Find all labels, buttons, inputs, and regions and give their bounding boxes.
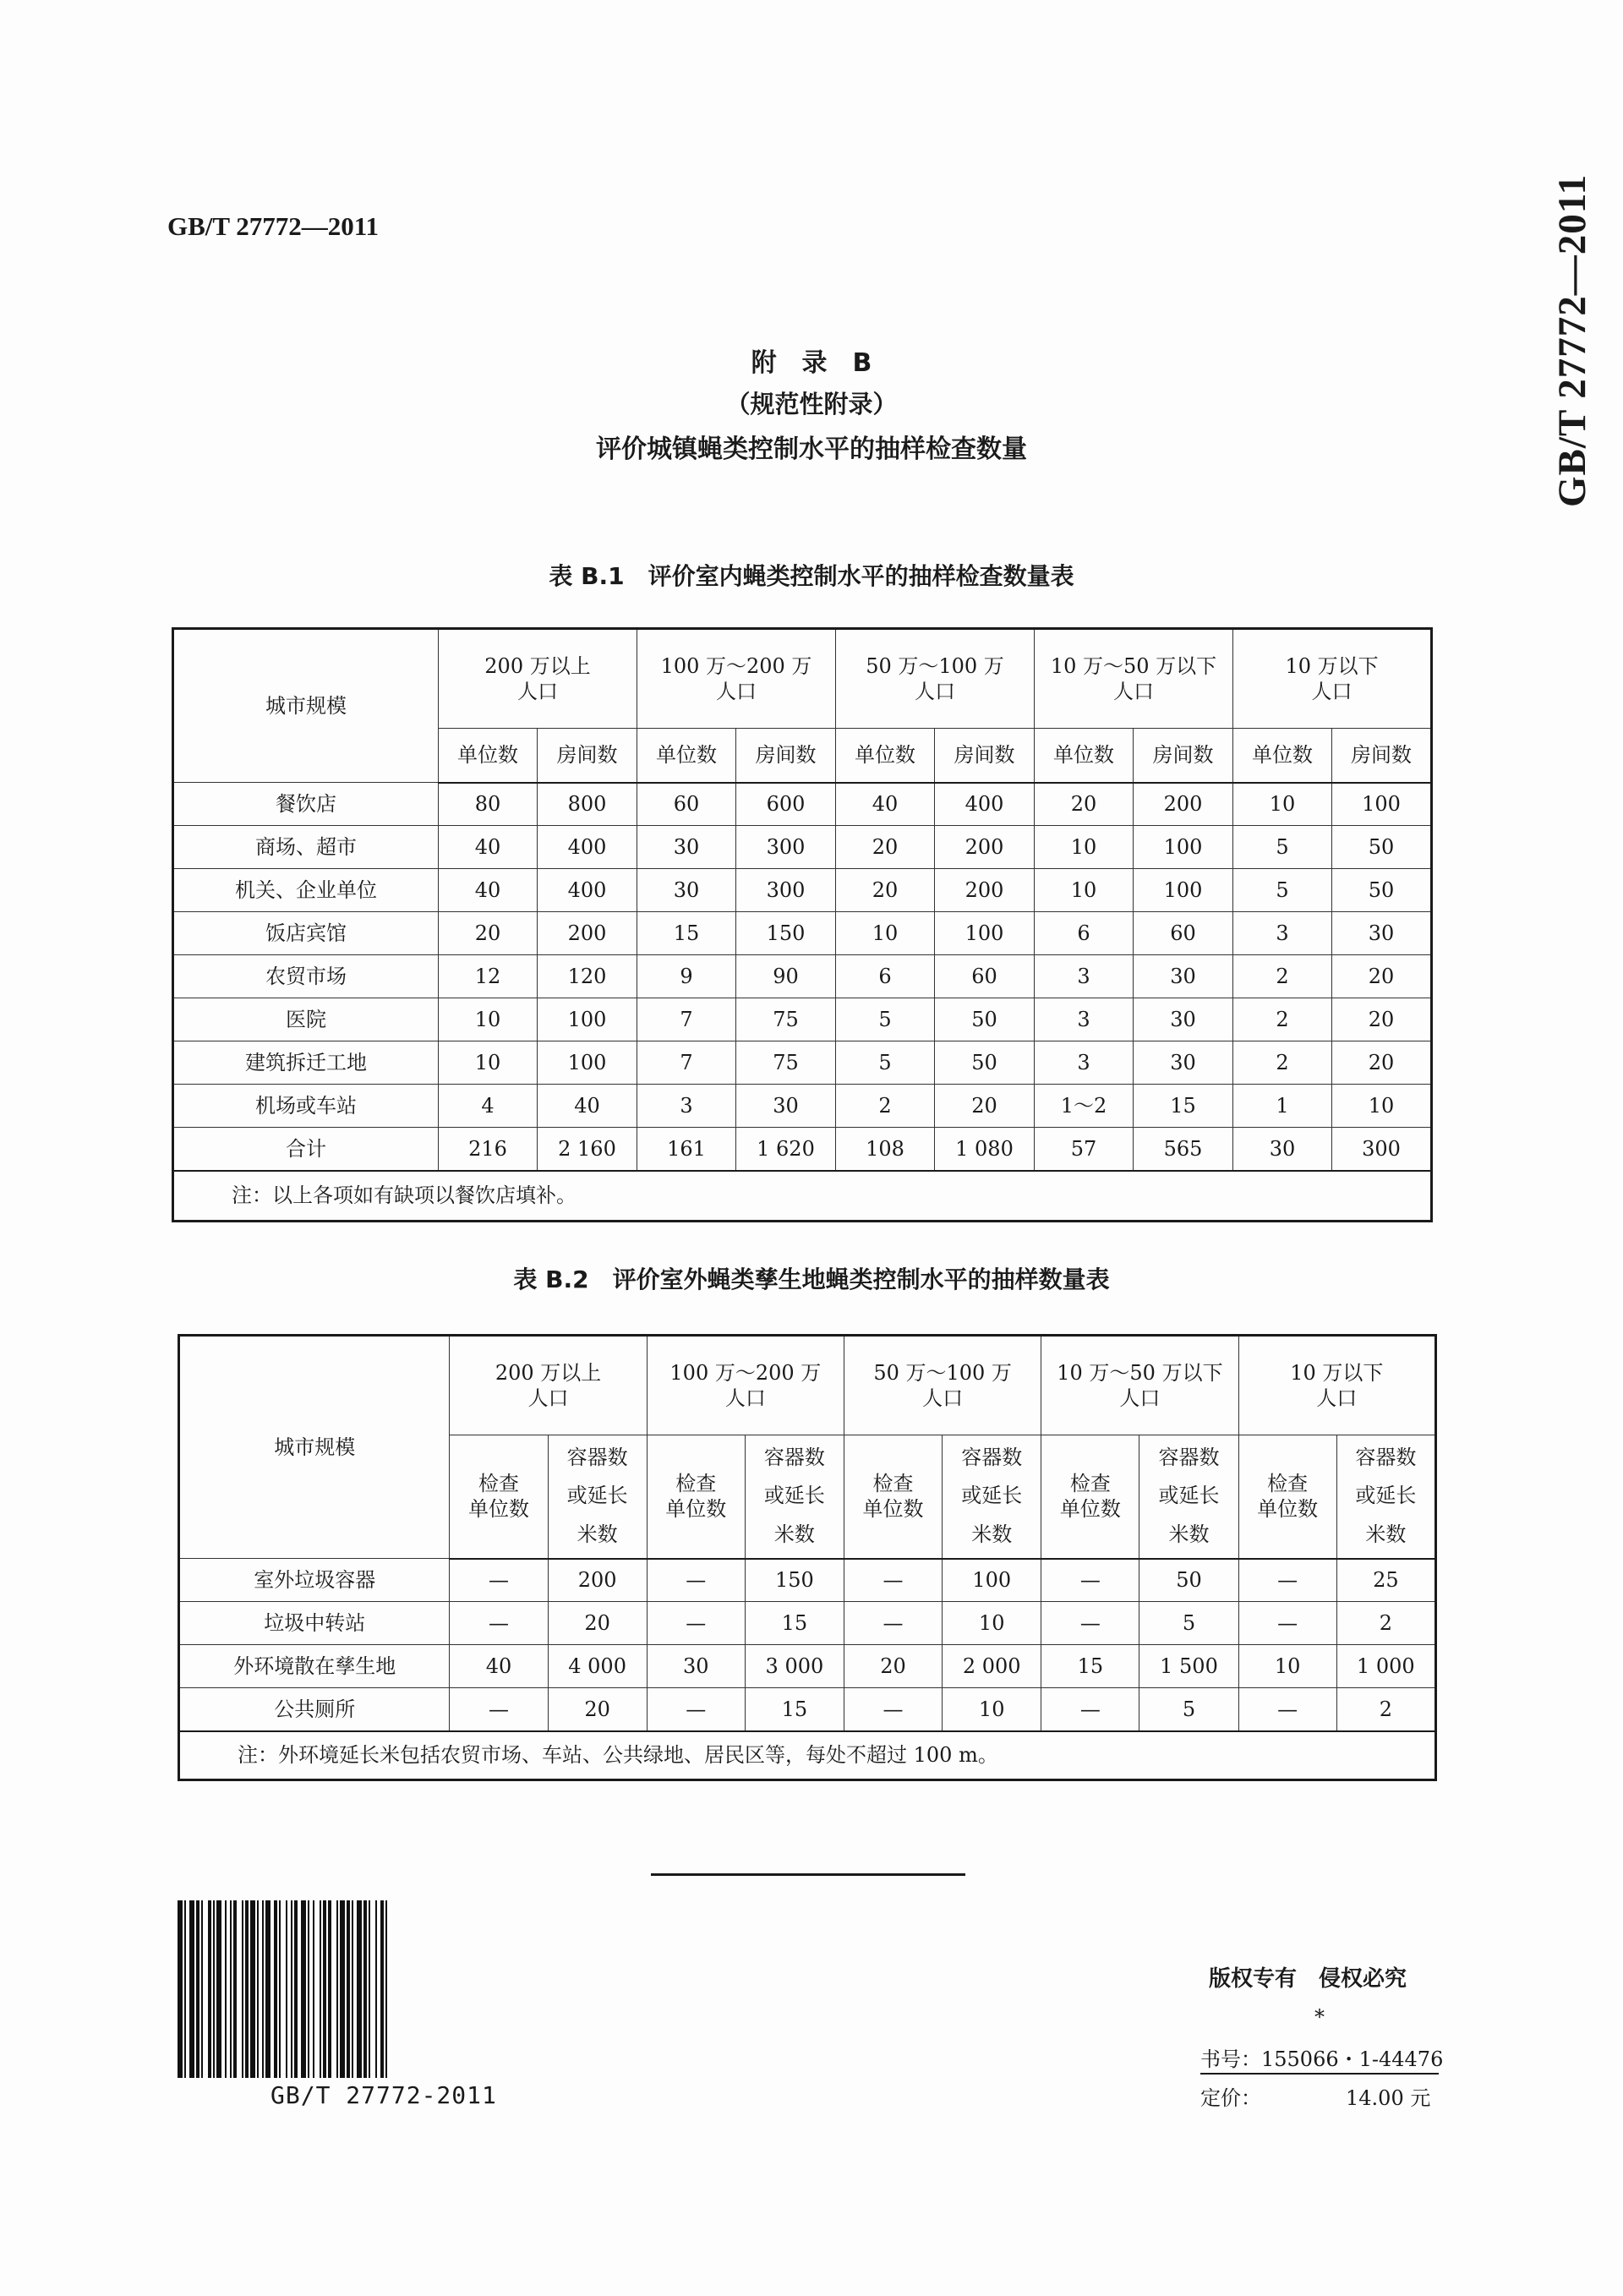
t1-cell: 6 [836,955,935,998]
t2-cell: 10 [1238,1645,1336,1688]
t1-row [173,869,1432,912]
t1-row [173,1041,1432,1085]
t2-cell: 20 [548,1602,647,1645]
table-b1-group-header: 50 万～100 万 人口 [836,629,1035,729]
t1-cell: 57 [1035,1128,1134,1171]
table-b2-group-header: 10 万～50 万以下 人口 [1041,1336,1238,1435]
table-b2-group-header: 200 万以上 人口 [450,1336,647,1435]
t1-cell: 6 [1035,912,1134,955]
barcode-bar [387,1900,392,2078]
t1-cell: 30 [637,826,736,869]
appendix-title: 评价城镇蝇类控制水平的抽样检查数量 [596,435,1027,464]
t1-cell: 50 [935,998,1035,1041]
table-b1-subheader: 单位数 [1233,729,1332,783]
table-b1-subheader: 单位数 [637,729,736,783]
t1-cell: 30 [1134,955,1233,998]
t1-cell: 1～2 [1035,1085,1134,1128]
t1-cell: 10 [1233,783,1332,826]
t1-cell: 50 [935,1041,1035,1085]
table-b1-subheader: 单位数 [836,729,935,783]
t2-cell: 25 [1336,1559,1435,1602]
table-b2-subheader-containers: 容器数 或延长 米数 [548,1435,647,1559]
table-b1-subheader: 房间数 [736,729,836,783]
t1-cell: 5 [836,998,935,1041]
t1-row-label: 合计 [173,1128,439,1171]
t1-cell: 150 [736,912,836,955]
t1-cell: 100 [1134,826,1233,869]
t2-cell: — [844,1559,942,1602]
t2-cell: 2 [1336,1602,1435,1645]
t1-cell: 3 [1035,998,1134,1041]
t1-cell: 600 [736,783,836,826]
table-b2-subheader-units: 检查 单位数 [844,1435,942,1559]
price-rule [1200,2073,1439,2075]
t1-cell: 3 [1233,912,1332,955]
table-b1 [172,627,1433,1222]
t1-cell: 1 080 [935,1128,1035,1171]
t1-cell: 7 [637,998,736,1041]
price-label: 定价： [1200,2086,1261,2110]
t1-cell: 400 [538,869,637,912]
t1-row-label: 机场或车站 [173,1085,439,1128]
t2-cell: 20 [844,1645,942,1688]
table-b1-caption: 表 B.1 评价室内蝇类控制水平的抽样检查数量表 [549,562,1074,590]
table-b2-group-header: 50 万～100 万 人口 [844,1336,1041,1435]
t2-cell: — [1238,1688,1336,1731]
t2-cell: 2 000 [943,1645,1041,1688]
t1-cell: 5 [1233,826,1332,869]
t2-row-label: 外环境散在孳生地 [179,1645,450,1688]
t1-row-label: 农贸市场 [173,955,439,998]
t2-row [179,1645,1436,1688]
copyright-notice: 版权专有 侵权必究 [1209,1966,1407,1992]
t1-cell: 30 [736,1085,836,1128]
t2-row-label: 室外垃圾容器 [179,1559,450,1602]
t2-cell: — [1041,1688,1139,1731]
t1-cell: 60 [1134,912,1233,955]
t1-cell: 10 [836,912,935,955]
t2-cell: — [450,1559,548,1602]
t1-cell: 100 [1332,783,1432,826]
table-b1-note: 注：以上各项如有缺项以餐饮店填补。 [173,1171,1432,1222]
table-b2-subheader-units: 检查 单位数 [1041,1435,1139,1559]
t1-cell: 60 [935,955,1035,998]
table-b1-group-header: 200 万以上 人口 [439,629,637,729]
t1-cell: 1 620 [736,1128,836,1171]
t1-cell: 30 [637,869,736,912]
t1-cell: 40 [439,869,538,912]
t1-cell: 200 [538,912,637,955]
table-b2-group-header: 100 万～200 万 人口 [647,1336,844,1435]
table-b1-corner-header: 城市规模 [173,629,439,783]
t2-cell: 1 000 [1336,1645,1435,1688]
t2-cell: — [844,1602,942,1645]
t1-row [173,955,1432,998]
t2-cell: 10 [943,1602,1041,1645]
t1-row-label: 餐饮店 [173,783,439,826]
table-b1-subheader: 房间数 [1332,729,1432,783]
table-b2-caption: 表 B.2 评价室外蝇类孳生地蝇类控制水平的抽样数量表 [513,1266,1110,1293]
side-document-code: GB/T 27772—2011 [1550,173,1594,507]
t1-cell: 30 [1332,912,1432,955]
t1-cell: 120 [538,955,637,998]
t1-cell: 75 [736,998,836,1041]
t1-cell: 12 [439,955,538,998]
table-b1-body [173,783,1432,1171]
table-b2-subheader-units: 检查 单位数 [1238,1435,1336,1559]
t1-cell: 300 [736,869,836,912]
t1-cell: 20 [1332,1041,1432,1085]
t1-row-label: 机关、企业单位 [173,869,439,912]
t1-row-label: 商场、超市 [173,826,439,869]
table-b2-corner-header: 城市规模 [179,1336,450,1559]
t1-row [173,1085,1432,1128]
t1-cell: 200 [935,869,1035,912]
t2-cell: — [647,1559,745,1602]
barcode-text: GB/T 27772-2011 [270,2081,497,2109]
t1-cell: 200 [935,826,1035,869]
table-b1-group-header: 10 万以下 人口 [1233,629,1432,729]
t2-cell: — [844,1688,942,1731]
t1-cell: 9 [637,955,736,998]
t1-cell: 90 [736,955,836,998]
t1-cell: 30 [1233,1128,1332,1171]
t1-row-label: 建筑拆迁工地 [173,1041,439,1085]
t1-cell: 75 [736,1041,836,1085]
t1-cell: 10 [1035,869,1134,912]
t1-cell: 30 [1134,998,1233,1041]
t1-cell: 20 [1332,955,1432,998]
t2-cell: 15 [745,1688,844,1731]
t1-cell: 2 [1233,955,1332,998]
t1-cell: 100 [538,1041,637,1085]
book-number: 书号：155066・1-44476 [1200,2047,1444,2071]
table-b2-subheader-containers: 容器数 或延长 米数 [745,1435,844,1559]
t2-row [179,1688,1436,1731]
t1-cell: 2 [1233,998,1332,1041]
t1-cell: 5 [836,1041,935,1085]
table-b2-body [179,1559,1436,1731]
table-b2-group-header: 10 万以下 人口 [1238,1336,1435,1435]
t2-cell: — [1238,1602,1336,1645]
t2-cell: 10 [943,1688,1041,1731]
t1-cell: 10 [1035,826,1134,869]
table-b1-subheader: 单位数 [1035,729,1134,783]
t2-cell: — [1041,1559,1139,1602]
t2-cell: — [1238,1559,1336,1602]
table-b2-subheader-containers: 容器数 或延长 米数 [1139,1435,1238,1559]
table-b2-subheader-units: 检查 单位数 [647,1435,745,1559]
t1-cell: 20 [935,1085,1035,1128]
t1-cell: 40 [836,783,935,826]
document-code: GB/T 27772—2011 [167,211,380,241]
t2-cell: 150 [745,1559,844,1602]
t1-cell: 50 [1332,869,1432,912]
table-b1-subheader: 房间数 [538,729,637,783]
t1-cell: 20 [439,912,538,955]
t1-row [173,1128,1432,1171]
t2-cell: 200 [548,1559,647,1602]
t2-row [179,1559,1436,1602]
t1-cell: 15 [637,912,736,955]
t1-cell: 20 [836,826,935,869]
t1-cell: 565 [1134,1128,1233,1171]
t1-cell: 40 [439,826,538,869]
table-b2-subheader-containers: 容器数 或延长 米数 [943,1435,1041,1559]
table-b2-note: 注：外环境延长米包括农贸市场、车站、公共绿地、居民区等，每处不超过 100 m。 [179,1731,1436,1780]
star-mark: * [1314,2005,1325,2029]
t1-cell: 800 [538,783,637,826]
t2-cell: 2 [1336,1688,1435,1731]
t1-cell: 50 [1332,826,1432,869]
t2-cell: — [647,1602,745,1645]
t2-cell: 5 [1139,1602,1238,1645]
table-b2-subheader-units: 检查 单位数 [450,1435,548,1559]
table-b1-subheader: 房间数 [1134,729,1233,783]
t1-cell: 400 [935,783,1035,826]
t2-cell: 5 [1139,1688,1238,1731]
t2-row-label: 垃圾中转站 [179,1602,450,1645]
t2-cell: 30 [647,1645,745,1688]
t1-row [173,826,1432,869]
t1-cell: 80 [439,783,538,826]
t1-cell: 20 [1035,783,1134,826]
t2-cell: 3 000 [745,1645,844,1688]
table-b1-subheader: 房间数 [935,729,1035,783]
t1-cell: 20 [836,869,935,912]
t1-cell: 100 [935,912,1035,955]
t1-cell: 2 160 [538,1128,637,1171]
t1-cell: 161 [637,1128,736,1171]
t2-cell: 50 [1139,1559,1238,1602]
table-b1-group-header: 100 万～200 万 人口 [637,629,836,729]
t1-row [173,912,1432,955]
t1-row [173,998,1432,1041]
t1-cell: 60 [637,783,736,826]
t2-cell: 4 000 [548,1645,647,1688]
t1-cell: 10 [439,1041,538,1085]
t1-cell: 30 [1134,1041,1233,1085]
end-rule [651,1873,965,1876]
t2-cell: 1 500 [1139,1645,1238,1688]
t2-cell: — [1041,1602,1139,1645]
t1-cell: 3 [1035,955,1134,998]
t1-cell: 2 [1233,1041,1332,1085]
t1-cell: 200 [1134,783,1233,826]
t1-cell: 3 [637,1085,736,1128]
table-b2 [178,1334,1437,1781]
table-b1-subheader: 单位数 [439,729,538,783]
t1-row [173,783,1432,826]
t1-cell: 4 [439,1085,538,1128]
table-b2-subheader-containers: 容器数 或延长 米数 [1336,1435,1435,1559]
t1-cell: 300 [1332,1128,1432,1171]
appendix-type: （规范性附录） [725,390,898,418]
t1-cell: 20 [1332,998,1432,1041]
t1-cell: 300 [736,826,836,869]
t1-cell: 5 [1233,869,1332,912]
t1-cell: 40 [538,1085,637,1128]
t1-cell: 100 [538,998,637,1041]
t1-row-label: 医院 [173,998,439,1041]
t2-cell: 15 [745,1602,844,1645]
t2-cell: — [450,1602,548,1645]
t1-cell: 10 [439,998,538,1041]
t2-cell: — [450,1688,548,1731]
t1-cell: 108 [836,1128,935,1171]
t1-cell: 3 [1035,1041,1134,1085]
t1-cell: 400 [538,826,637,869]
t2-row [179,1602,1436,1645]
barcode-image [178,1900,490,2078]
t2-cell: — [647,1688,745,1731]
t1-cell: 7 [637,1041,736,1085]
t2-row-label: 公共厕所 [179,1688,450,1731]
appendix-label: 附 录 B [751,348,872,378]
price-value: 14.00 元 [1346,2086,1431,2110]
t2-cell: 40 [450,1645,548,1688]
t1-cell: 2 [836,1085,935,1128]
t2-cell: 15 [1041,1645,1139,1688]
t1-row-label: 饭店宾馆 [173,912,439,955]
t1-cell: 10 [1332,1085,1432,1128]
t2-cell: 100 [943,1559,1041,1602]
table-b1-group-header: 10 万～50 万以下 人口 [1035,629,1233,729]
t1-cell: 216 [439,1128,538,1171]
t1-cell: 1 [1233,1085,1332,1128]
t1-cell: 15 [1134,1085,1233,1128]
t2-cell: 20 [548,1688,647,1731]
t1-cell: 100 [1134,869,1233,912]
